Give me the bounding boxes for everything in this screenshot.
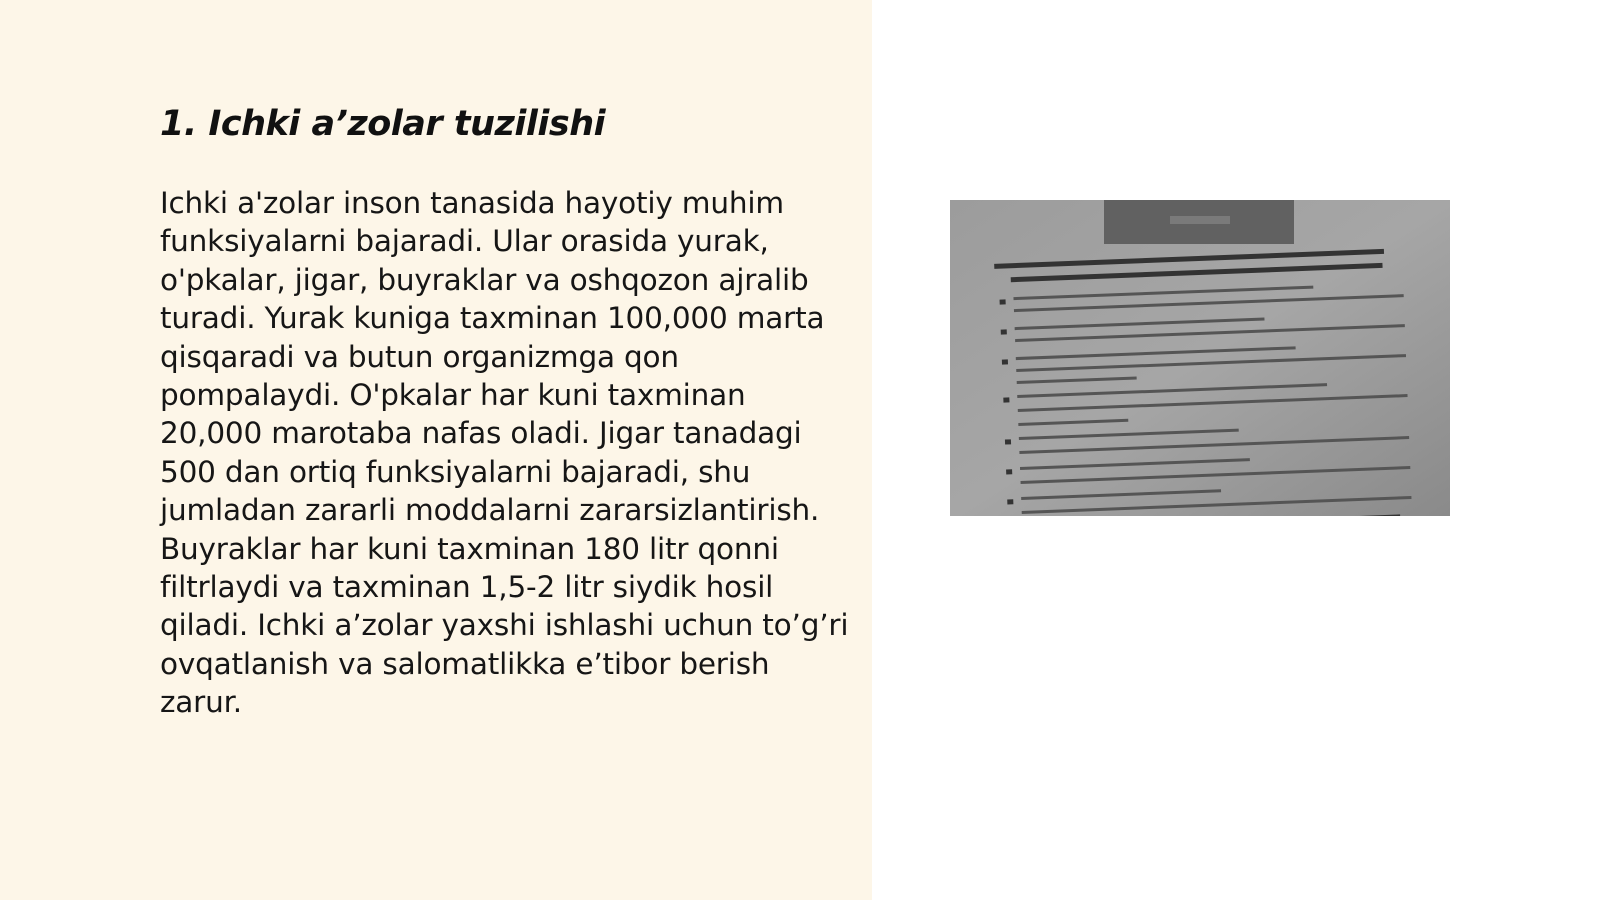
textbook-page-photo bbox=[950, 200, 1450, 516]
textbook-page-image-icon bbox=[950, 200, 1450, 516]
slide-title: 1. Ichki a’zolar tuzilishi bbox=[160, 104, 606, 144]
slide-body-text: Ichki a'zolar inson tanasida hayotiy muhim funksiyalarni bajaradi. Ular orasida yurak, o'pkalar, jigar, buyraklar va oshqozon ajralib turadi. Yurak kuniga taxminan 100,000 marta qisqaradi va butun organizmga qon pompalaydi. O'pkalar har kuni taxminan 20,000 marotaba nafas oladi. Jigar tanadagi 500 dan ortiq funksiyalarni bajaradi, shu jumladan zararli moddalarni zararsizlantirish. Buyraklar har kuni taxminan 180 litr qonni filtrlaydi va taxminan 1,5-2 litr siydik hosil qiladi. Ichki a’zolar yaxshi ishlashi uchun to’g’ri ovqatlanish va salomatlikka e’tibor berish zarur. bbox=[160, 186, 849, 720]
